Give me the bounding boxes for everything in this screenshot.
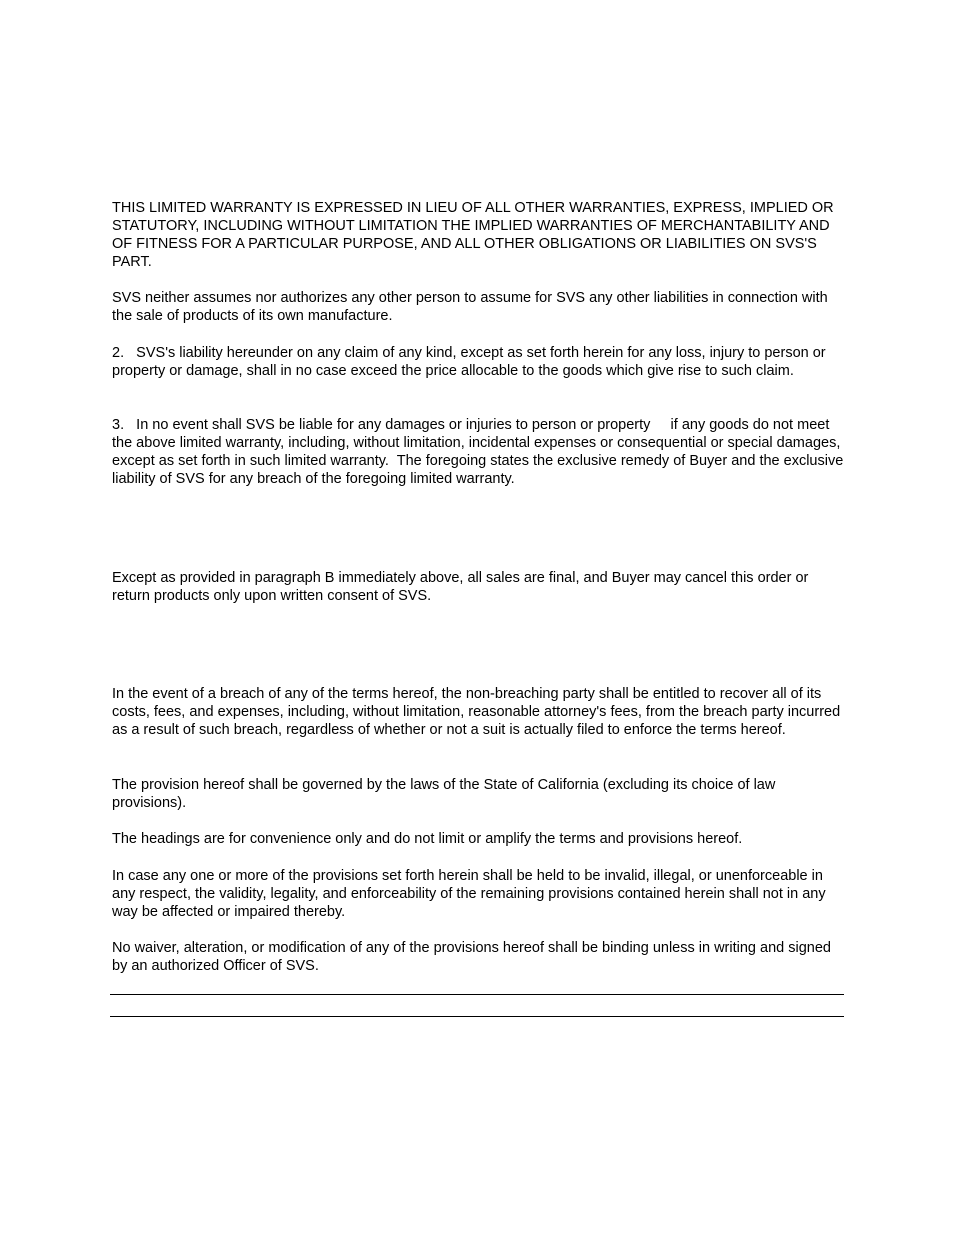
paragraph-no-waiver: No waiver, alteration, or modification of any of the provisions hereof shall be binding unless in writing and signed by an authorized Officer of SVS. [112, 940, 835, 974]
paragraph-sales-final: Except as provided in paragraph B immediately above, all sales are final, and Buyer may cancel this order or return products only upon written consent of SVS. [112, 570, 813, 604]
paragraph-no-damages: 3. In no event shall SVS be liable for any damages or injuries to person or property if any goods do not meet the above limited warranty, including, without limitation, incidental expenses or consequential or special damages, except as set forth in such limited warranty. The foregoing states the exclusive remedy of Buyer and the exclusive liability of SVS for any breach of the foregoing limited warranty. [112, 417, 848, 487]
paragraph-warranty-disclaimer: THIS LIMITED WARRANTY IS EXPRESSED IN LIEU OF ALL OTHER WARRANTIES, EXPRESS, IMPLIED OR STATUTORY, INCLUDING WITHOUT LIMITATION THE IMPLIED WARRANTIES OF MERCHANTABILITY AND OF FITNESS FOR A PARTICULAR PURPOSE, AND ALL OTHER OBLIGATIONS OR LIABILITIES ON SVS'S PART. [112, 200, 838, 270]
divider-line-top [110, 994, 844, 995]
paragraph-headings: The headings are for convenience only and do not limit or amplify the terms and provisions hereof. [112, 831, 743, 847]
paragraph-governing-law: The provision hereof shall be governed by the laws of the State of California (excluding its choice of law provisions). [112, 777, 780, 811]
paragraph-breach-costs: In the event of a breach of any of the terms hereof, the non-breaching party shall be entitled to recover all of its costs, fees, and expenses, including, without limitation, reasonable attorney's fees, from the breach party incurred as a result of such breach, regardless of whether or not a suit is actually filed to enforce the terms hereof. [112, 686, 845, 738]
paragraph-severability: In case any one or more of the provisions set forth herein shall be held to be invalid, illegal, or unenforceable in any respect, the validity, legality, and enforceability of the remaining provisions contained herein shall not in any way be affected or impaired thereby. [112, 868, 830, 920]
divider-line-bottom [110, 1016, 844, 1017]
paragraph-liability-cap: 2. SVS's liability hereunder on any claim of any kind, except as set forth herein for any loss, injury to person or property or damage, shall in no case exceed the price allocable to the goods which give rise to such claim. [112, 345, 830, 379]
paragraph-no-other-liabilities: SVS neither assumes nor authorizes any other person to assume for SVS any other liabilities in connection with the sale of products of its own manufacture. [112, 290, 832, 324]
